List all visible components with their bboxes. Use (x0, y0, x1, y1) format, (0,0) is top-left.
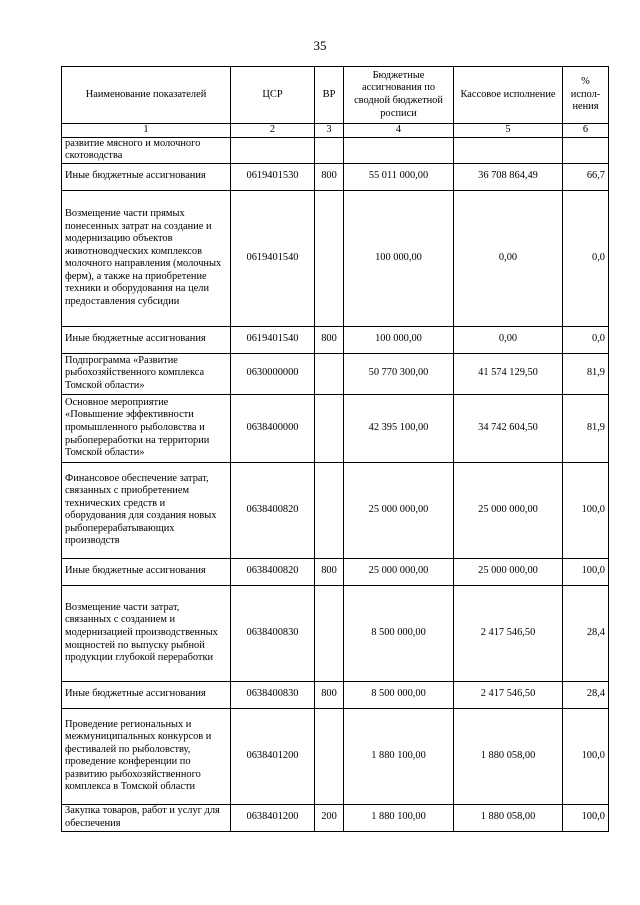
row-cash: 25 000 000,00 (454, 558, 563, 585)
row-budget: 100 000,00 (344, 190, 454, 326)
column-number: 1 (62, 124, 231, 138)
table-row (62, 190, 609, 326)
row-budget: 8 500 000,00 (344, 681, 454, 708)
row-csr: 0630000000 (231, 353, 315, 394)
row-name: Возмещение части затрат, связанных с созданием и модернизацией производственных мощностей по выпуску рыбной продукции глубокой переработки (62, 585, 231, 681)
header-budget: Бюджетные ассигнования по сводной бюджетной росписи (344, 67, 454, 124)
row-csr: 0619401540 (231, 326, 315, 353)
row-budget: 55 011 000,00 (344, 163, 454, 190)
row-vr (315, 585, 344, 681)
row-csr: 0638400820 (231, 462, 315, 558)
table-row (62, 326, 609, 353)
row-cash: 1 880 058,00 (454, 804, 563, 831)
row-vr (315, 190, 344, 326)
row-name: Проведение региональных и межмуниципальных конкурсов и фестивалей по рыболовству, проведение конференции по развитию рыбохозяйственного комплекса в Томской области (62, 708, 231, 804)
row-name: Финансовое обеспечение затрат, связанных с приобретением технических средств и оборудования для создания новых рыбоперерабатывающих производств (62, 462, 231, 558)
row-csr: 0638401200 (231, 804, 315, 831)
row-cash: 1 880 058,00 (454, 708, 563, 804)
row-name: Иные бюджетные ассигнования (62, 681, 231, 708)
row-name: Закупка товаров, работ и услуг для обеспечения (62, 804, 231, 831)
row-cash: 25 000 000,00 (454, 462, 563, 558)
column-number: 4 (344, 124, 454, 138)
table-row (62, 137, 609, 163)
table-row (62, 558, 609, 585)
row-cash: 0,00 (454, 190, 563, 326)
row-csr (231, 137, 315, 163)
column-number-row (62, 124, 609, 138)
table-header-row (62, 67, 609, 124)
row-vr: 800 (315, 163, 344, 190)
table-row (62, 462, 609, 558)
column-number: 2 (231, 124, 315, 138)
row-budget (344, 137, 454, 163)
row-name: Основное мероприятие «Повышение эффективности промышленного рыболовства и рыбопереработки на территории Томской области» (62, 394, 231, 462)
row-name: развитие мясного и молочного скотоводства (62, 137, 231, 163)
row-budget: 25 000 000,00 (344, 558, 454, 585)
column-number: 6 (563, 124, 609, 138)
row-csr: 0619401530 (231, 163, 315, 190)
row-csr: 0638400830 (231, 681, 315, 708)
row-percent: 28,4 (563, 585, 609, 681)
row-cash: 34 742 604,50 (454, 394, 563, 462)
row-csr: 0638401200 (231, 708, 315, 804)
row-budget: 1 880 100,00 (344, 804, 454, 831)
row-name: Иные бюджетные ассигнования (62, 558, 231, 585)
table-row (62, 681, 609, 708)
row-cash: 0,00 (454, 326, 563, 353)
row-percent: 28,4 (563, 681, 609, 708)
row-csr: 0638400000 (231, 394, 315, 462)
row-name: Подпрограмма «Развитие рыбохозяйственного комплекса Томской области» (62, 353, 231, 394)
table-row (62, 353, 609, 394)
row-csr: 0619401540 (231, 190, 315, 326)
row-percent: 100,0 (563, 708, 609, 804)
row-vr: 800 (315, 558, 344, 585)
row-name: Возмещение части прямых понесенных затрат на создание и модернизацию объектов животноводческих комплексов молочного направления (молочных ферм), а также на приобретение техники и оборудования на цели предоставления субсидии (62, 190, 231, 326)
row-cash: 36 708 864,49 (454, 163, 563, 190)
column-number: 5 (454, 124, 563, 138)
row-vr (315, 353, 344, 394)
row-budget: 25 000 000,00 (344, 462, 454, 558)
row-budget: 8 500 000,00 (344, 585, 454, 681)
header-vr: ВР (315, 67, 344, 124)
row-budget: 50 770 300,00 (344, 353, 454, 394)
row-percent: 100,0 (563, 804, 609, 831)
header-name: Наименование показателей (62, 67, 231, 124)
row-budget: 42 395 100,00 (344, 394, 454, 462)
row-csr: 0638400830 (231, 585, 315, 681)
row-vr: 800 (315, 326, 344, 353)
row-percent: 81,9 (563, 353, 609, 394)
row-cash: 2 417 546,50 (454, 585, 563, 681)
header-csr: ЦСР (231, 67, 315, 124)
table-row (62, 585, 609, 681)
row-vr (315, 462, 344, 558)
row-vr (315, 394, 344, 462)
row-vr (315, 137, 344, 163)
row-vr (315, 708, 344, 804)
table-row (62, 708, 609, 804)
table-row (62, 163, 609, 190)
row-csr: 0638400820 (231, 558, 315, 585)
row-name: Иные бюджетные ассигнования (62, 163, 231, 190)
row-cash: 41 574 129,50 (454, 353, 563, 394)
row-percent: 100,0 (563, 558, 609, 585)
row-percent: 81,9 (563, 394, 609, 462)
page-number: 35 (313, 38, 327, 53)
row-percent: 0,0 (563, 326, 609, 353)
row-cash: 2 417 546,50 (454, 681, 563, 708)
row-percent: 100,0 (563, 462, 609, 558)
row-vr: 200 (315, 804, 344, 831)
budget-execution-table (61, 66, 609, 832)
row-cash (454, 137, 563, 163)
row-percent: 66,7 (563, 163, 609, 190)
row-budget: 1 880 100,00 (344, 708, 454, 804)
table-row (62, 394, 609, 462)
column-number: 3 (315, 124, 344, 138)
row-percent: 0,0 (563, 190, 609, 326)
row-budget: 100 000,00 (344, 326, 454, 353)
header-percent: % испол-нения (563, 67, 609, 124)
table-row (62, 804, 609, 831)
row-name: Иные бюджетные ассигнования (62, 326, 231, 353)
header-cash: Кассовое исполнение (454, 67, 563, 124)
row-vr: 800 (315, 681, 344, 708)
row-percent (563, 137, 609, 163)
